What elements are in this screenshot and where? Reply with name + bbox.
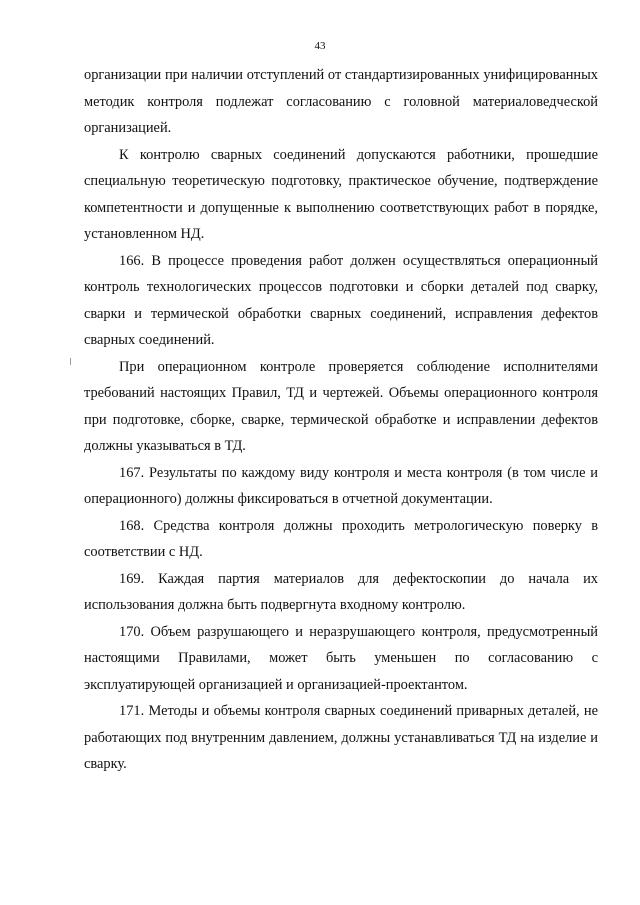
- page-number: 43: [314, 40, 326, 52]
- paragraph-continuation: организации при наличии отступлений от стандартизированных унифицированных методик контроля подлежат согласованию с головной материаловедческой организацией.: [84, 67, 598, 136]
- paragraph-operational-control: При операционном контроле проверяется соблюдение исполнителями требований настоящих Правил, ТД и чертежей. Объемы операционного контроля при подготовке, сборке, сварке, термической обработке и исправлении дефектов должны указываться в ТД.: [84, 358, 598, 454]
- paragraph-welding-personnel: К контролю сварных соединений допускаются работники, прошедшие специальную теоретическую подготовку, практическое обучение, подтверждение компетентности и допущенные к выполнению соответствующих работ в порядке, установленном НД.: [84, 146, 598, 242]
- scan-mark: [70, 358, 71, 365]
- paragraph-169: 169. Каждая партия материалов для дефектоскопии до начала их использования должна быть подвергнута входному контролю.: [84, 570, 598, 613]
- paragraph-167: 167. Результаты по каждому виду контроля и места контроля (в том числе и операционного) должны фиксироваться в отчетной документации.: [84, 464, 598, 507]
- document-body: [84, 62, 598, 778]
- paragraph-171: 171. Методы и объемы контроля сварных соединений приварных деталей, не работающих под внутренним давлением, должны устанавливаться ТД на изделие и сварку.: [84, 703, 598, 772]
- paragraph-170: 170. Объем разрушающего и неразрушающего контроля, предусмотренный настоящими Правилами, может быть уменьшен по согласованию с эксплуатирующей организацией и организацией-проектантом.: [84, 623, 598, 693]
- paragraph-168: 168. Средства контроля должны проходить метрологическую поверку в соответствии с НД.: [84, 517, 598, 560]
- paragraph-166: 166. В процессе проведения работ должен осуществляться операционный контроль технологических процессов подготовки и сборки деталей под сварку, сварки и термической обработки сварных соединений, исправления дефектов сварных соединений.: [84, 252, 598, 348]
